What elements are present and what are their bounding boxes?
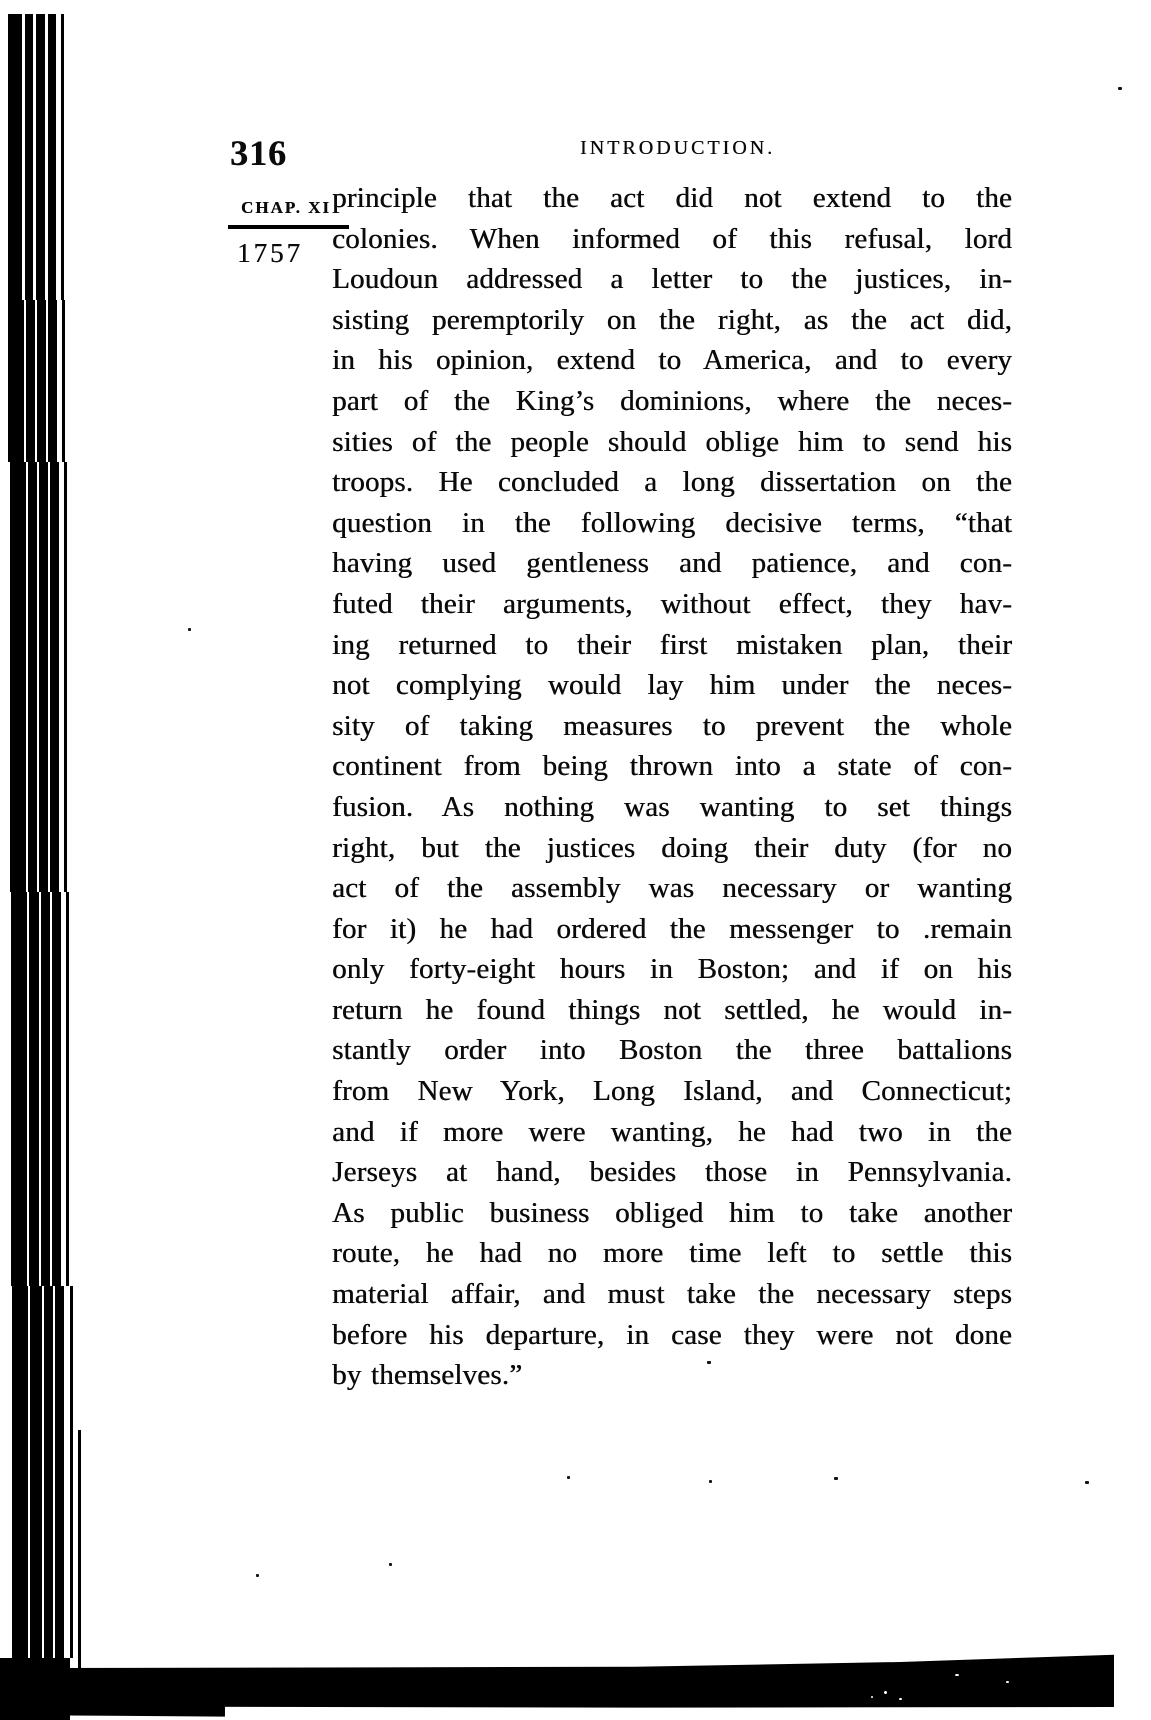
body-text-line: route, he had no more time left to settle this [332, 1237, 1012, 1270]
body-text-line: Loudoun addressed a letter to the justices, in- [332, 263, 1012, 296]
body-text-line: futed their arguments, without effect, they hav- [332, 587, 1012, 620]
scan-noise-dot [899, 1698, 902, 1700]
body-text-line: sities of the people should oblige him to send his [332, 425, 1012, 458]
ink-speck [709, 1480, 712, 1483]
body-text-line: only forty-eight hours in Boston; and if on his [332, 953, 1012, 986]
body-text-line: part of the King’s dominions, where the neces- [332, 384, 1012, 417]
body-text-line: for it) he had ordered the messenger to .remain [332, 912, 1012, 945]
sidenote-chapter: CHAP. XI [241, 198, 331, 217]
sidenote-rule [228, 225, 349, 229]
body-text-line: principle that the act did not extend to the [332, 182, 1012, 214]
body-text-line: colonies. When informed of this refusal, lord [332, 222, 1012, 255]
body-text-line: before his departure, in case they were not done [332, 1318, 1012, 1351]
ink-speck [834, 1477, 838, 1480]
running-header: INTRODUCTION. [580, 137, 776, 159]
body-text-line: from New York, Long Island, and Connecticut; [332, 1075, 1012, 1108]
sidenote-year: 1757 [237, 238, 303, 268]
body-text-line: troops. He concluded a long dissertation on the [332, 466, 1012, 499]
body-text-line: question in the following decisive terms, “that [332, 506, 1012, 539]
body-text-line: in his opinion, extend to America, and to every [332, 344, 1012, 377]
body-text-line: As public business obliged him to take another [332, 1196, 1012, 1229]
body-text [332, 178, 1012, 1396]
body-text-line: fusion. As nothing was wanting to set things [332, 790, 1012, 823]
body-text-line: act of the assembly was necessary or wanting [332, 872, 1012, 905]
body-text-line: material affair, and must take the necessary steps [332, 1278, 1012, 1311]
body-text-line: by themselves.” [332, 1359, 523, 1392]
body-text-line: having used gentleness and patience, and con- [332, 547, 1012, 580]
body-text-line: sity of taking measures to prevent the whole [332, 709, 1012, 742]
body-text-line: right, but the justices doing their duty (for no [332, 831, 1012, 864]
body-text-line: stantly order into Boston the three battalions [332, 1034, 1012, 1067]
scan-noise-dot [871, 1696, 873, 1698]
page-number: 316 [230, 133, 287, 173]
scan-noise-dot [955, 1674, 959, 1676]
ink-speck [389, 1563, 392, 1566]
body-text-line: ing returned to their first mistaken plan, their [332, 628, 1012, 661]
body-text-line: and if more were wanting, he had two in the [332, 1115, 1012, 1148]
body-text-line: not complying would lay him under the neces- [332, 669, 1012, 702]
body-text-line: continent from being thrown into a state of con- [332, 750, 1012, 783]
body-text-line: sisting peremptorily on the right, as the act did, [332, 303, 1012, 336]
ink-speck [1118, 87, 1122, 90]
ink-speck [256, 1574, 259, 1577]
ink-speck [567, 1476, 570, 1479]
body-text-line: return he found things not settled, he would in- [332, 993, 1012, 1026]
ink-speck [1085, 1481, 1089, 1484]
body-text-line: Jerseys at hand, besides those in Pennsylvania. [332, 1156, 1012, 1189]
scan-noise-dot [1006, 1681, 1009, 1683]
scan-bottom-bar-tail-artifact [50, 1699, 225, 1716]
ink-speck [188, 628, 191, 631]
scan-noise-dot [884, 1691, 887, 1694]
